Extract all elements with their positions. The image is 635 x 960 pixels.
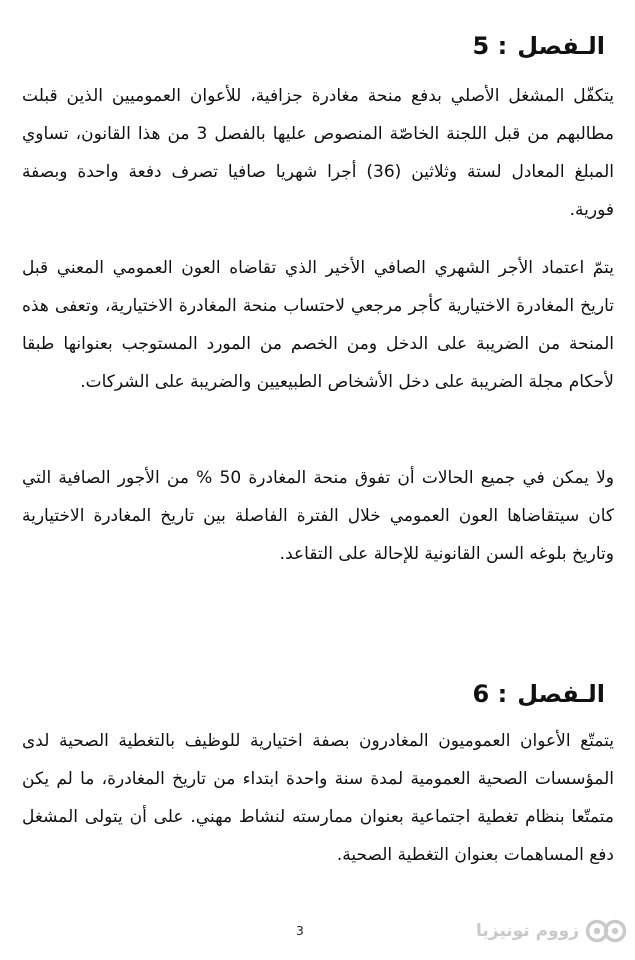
- chapter-5-heading-number: 5 :: [472, 32, 508, 60]
- watermark: [476, 914, 627, 948]
- zoom-logo-icon: [585, 919, 627, 943]
- watermark-text: زووم تونيزيا: [475, 921, 579, 941]
- chapter-6-heading-number: 6 :: [472, 680, 508, 708]
- chapter-5-heading: [305, 28, 605, 64]
- chapter-5-paragraph-1: يتكفّل المشغل الأصلي بدفع منحة مغادرة جزافية، للأعوان العموميين الذين قبلت مطالبهم من قبل اللجنة الخاصّة المنصوص عليها بالفصل 3 من هذا القانون، تساوي المبلغ المعادل لستة وثلاثين (36) أجرا شهريا صافيا تصرف دفعة واحدة وبصفة فورية.: [22, 86, 615, 220]
- chapter-6-heading: [305, 676, 605, 712]
- chapter-6-paragraph-1: يتمتّع الأعوان العموميون المغادرون بصفة اختيارية للوظيف بالتغطية الصحية لدى المؤسسات الصحية العمومية لمدة سنة واحدة ابتداء من تاريخ المغادرة، ما لم يكن متمتّعا بنظام تغطية اجتماعية بعنوان ممارسته لنشاط مهني. على أن يتولى المشغل دفع المساهمات بعنوان التغطية الصحية.: [22, 731, 614, 865]
- chapter-6-heading-word: الـفصل: [517, 680, 605, 708]
- page-number: 3: [296, 924, 304, 938]
- chapter-5-paragraph-3: ولا يمكن في جميع الحالات أن تفوق منحة المغادرة 50 % من الأجور الصافية التي كان سيتقاضاها العون العمومي خلال الفترة الفاصلة بين تاريخ المغادرة الاختيارية وتاريخ بلوغه السن القانونية للإحالة على التقاعد.: [22, 468, 614, 564]
- chapter-5-heading-word: الـفصل: [517, 32, 605, 60]
- chapter-5-paragraph-2: يتمّ اعتماد الأجر الشهري الصافي الأخير الذي تقاضاه العون العمومي المعني قبل تاريخ المغادرة الاختيارية كأجر مرجعي لاحتساب منحة المغادرة الاختيارية، وتعفى هذه المنحة من الضريبة على الدخل ومن الخصم من المورد المستوجب بعنوانها طبقا لأحكام مجلة الضريبة على دخل الأشخاص الطبيعيين والضريبة على الشركات.: [22, 258, 614, 392]
